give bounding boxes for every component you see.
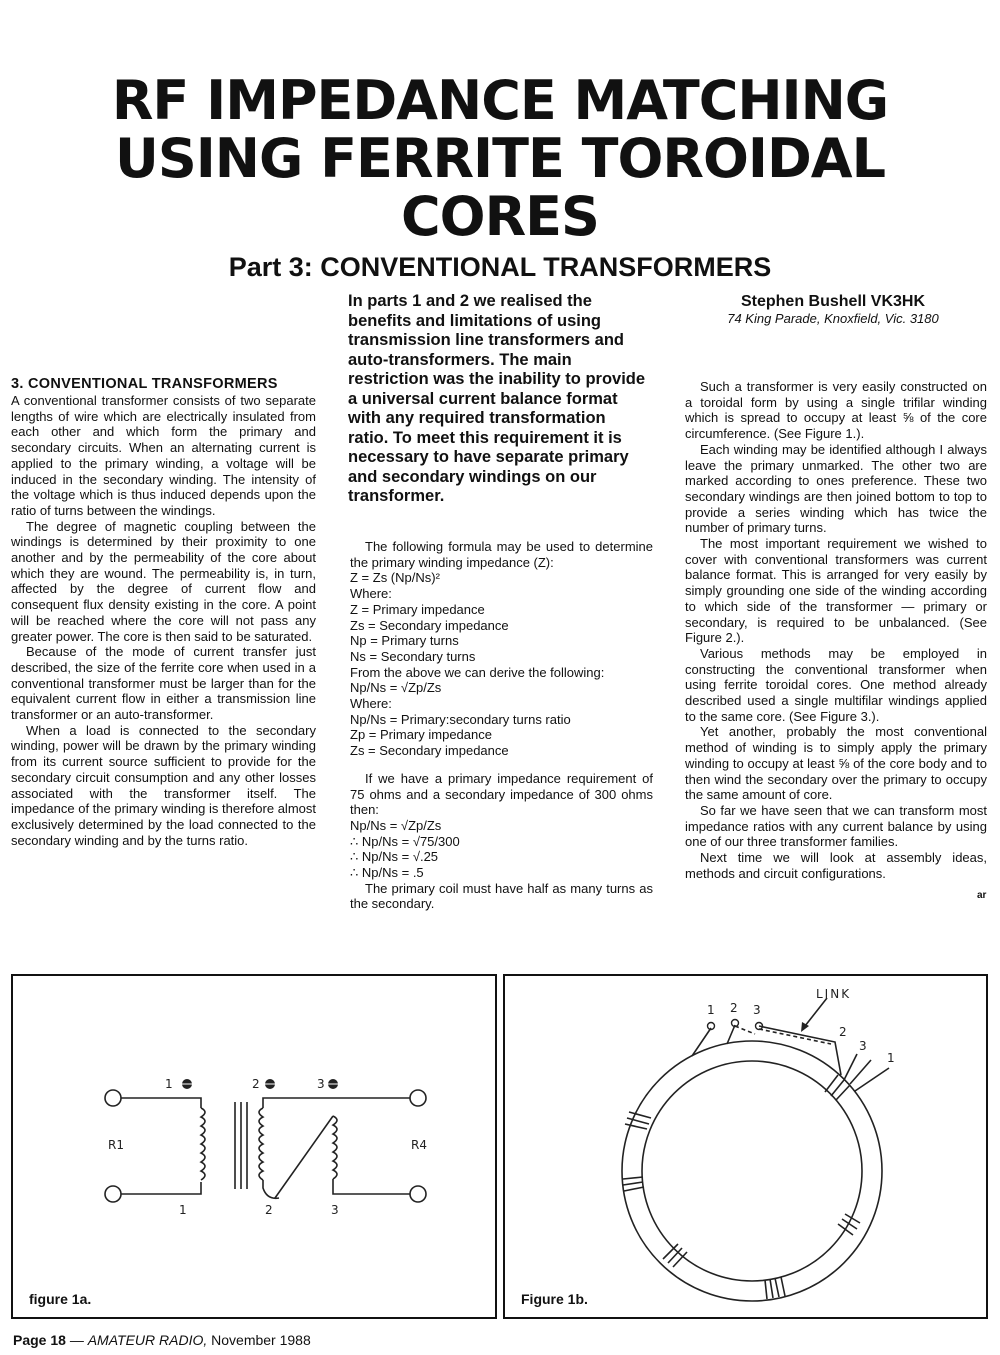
figure-1b bbox=[503, 974, 988, 1319]
issue-date: November 1988 bbox=[207, 1332, 311, 1348]
author-name: Stephen Bushell VK3HK bbox=[740, 293, 926, 310]
label-top-1: 1 bbox=[165, 1077, 173, 1091]
formula-line: Np = Primary turns bbox=[350, 633, 459, 649]
magazine-name: AMATEUR RADIO, bbox=[87, 1332, 208, 1348]
title-line-2: USING FERRITE TOROIDAL bbox=[114, 127, 886, 190]
label-r4: R4 bbox=[411, 1138, 427, 1152]
formula-line: Np/Ns = Primary:secondary turns ratio bbox=[350, 711, 571, 727]
formula-line: From the above we can derive the following: bbox=[350, 664, 605, 680]
col3-paragraph-7: Next time we will look at assembly ideas, methods and circuit configurations. bbox=[685, 850, 987, 881]
label-bottom-3: 3 bbox=[331, 1203, 339, 1217]
label-lead-2: 2 bbox=[730, 1001, 738, 1015]
col1-paragraph-1: A conventional transformer consists of two separate lengths of wire which are electrically insulated from each other and which form the primary and secondary circuits. When an alternating current is applied to the primary winding, a voltage will be induced in the secondary winding. The intensity of the voltage which is thus induced depends upon the ratio of turns between the windings. bbox=[11, 393, 316, 518]
col2-paragraph-1: The following formula may be used to determine the primary winding impedance (Z): bbox=[350, 539, 653, 570]
label-r1: R1 bbox=[108, 1138, 124, 1152]
figure-1a bbox=[11, 974, 497, 1319]
column-1 bbox=[11, 376, 316, 848]
formula-line: Where: bbox=[350, 586, 392, 602]
column-2 bbox=[350, 539, 653, 912]
col1-paragraph-3: Because of the mode of current transfer just described, the size of the ferrite core when used in a conventional transformer must be larger than for the equivalent current flow in either a transmission line transformer or an auto-transformer. bbox=[11, 644, 316, 723]
page-number: Page 18 bbox=[13, 1332, 66, 1348]
formula-line: Zs = Secondary impedance bbox=[350, 617, 509, 633]
label-winding-2: 2 bbox=[839, 1025, 847, 1039]
intro-paragraph: In parts 1 and 2 we realised the benefits and limitations of using transmission line transformers and auto-transformers. The main restriction was the inability to provide a universal current balance format with any required transformation ratio. To meet this requirement it is necessary to have separate primary and secondary windings on our transformer. bbox=[348, 292, 646, 505]
title-line-3: CORES bbox=[401, 185, 599, 248]
footer-dash: — bbox=[65, 1332, 88, 1348]
figure-1b-diagram bbox=[505, 976, 986, 1317]
col2-paragraph-3: The primary coil must have half as many turns as the secondary. bbox=[350, 880, 653, 912]
formula-line: Z = Zs (Np/Ns)² bbox=[350, 570, 440, 586]
col1-paragraph-4: When a load is connected to the secondary winding, power will be drawn by the primary winding from its current source sufficient to provide for the secondary circuit consumption and any other losses associated with the transformer itself. The impedance of the primary winding is therefore almost exclusively determined by the load connected to the secondary winding and by the turns ratio. bbox=[11, 722, 316, 848]
col3-paragraph-4: Various methods may be employed in constructing the conventional transformer when using ferrite toroidal cores. One method already described used a single multifilar windings applied to the same core. (See Figure 3.). bbox=[685, 645, 987, 724]
label-bottom-1: 1 bbox=[179, 1203, 187, 1217]
label-lead-1: 1 bbox=[707, 1003, 715, 1017]
formula-line: Zs = Secondary impedance bbox=[350, 743, 509, 759]
formula-line: Z = Primary impedance bbox=[350, 601, 485, 617]
label-winding-3: 3 bbox=[859, 1039, 867, 1053]
page-footer bbox=[13, 1332, 311, 1348]
col1-paragraph-2: The degree of magnetic coupling between the windings is determined by their proximity to one another and by the permeability of the core about which they are wound. The permeability is, in turn, affected by the degree of current flow and consequent flux density existing in the core. A point will be reached where the core will not pass any greater power. The core is then said to be saturated. bbox=[11, 518, 316, 644]
col3-paragraph-2: Each winding may be identified although I always leave the primary unmarked. The other two are marked according to ones preference. These two secondary windings are then joined bottom to top to provide a series winding which has twice the number of primary turns. bbox=[685, 441, 987, 536]
figure-1b-caption: Figure 1b. bbox=[521, 1291, 588, 1307]
label-top-2: 2 bbox=[252, 1077, 260, 1091]
figure-1a-diagram bbox=[13, 976, 495, 1317]
formula-line: ∴ Np/Ns = .5 bbox=[350, 865, 424, 881]
label-top-3: 3 bbox=[317, 1077, 325, 1091]
formula-line: ∴ Np/Ns = √.25 bbox=[350, 849, 439, 865]
col3-paragraph-6: So far we have seen that we can transform most impedance ratios with any current balance by using one of our three transformer families. bbox=[685, 802, 987, 850]
formula-line: Ns = Secondary turns bbox=[350, 648, 476, 664]
formula-line: Zp = Primary impedance bbox=[350, 727, 492, 743]
col3-paragraph-3: The most important requirement we wished to cover with conventional transformers was current balance format. This is arranged for very easily by simply grounding one side of the winding according to which side of the transformer — primary or secondary, is required to be unbalanced. (See Figure 2.). bbox=[685, 536, 987, 646]
article-subtitle: Part 3: CONVENTIONAL TRANSFORMERS bbox=[228, 252, 772, 282]
section-heading: 3. CONVENTIONAL TRANSFORMERS bbox=[11, 376, 278, 392]
column-3 bbox=[685, 379, 987, 882]
col3-paragraph-5: Yet another, probably the most conventional method of winding is to simply apply the primary winding to occupy at least ⅝ of the core body and to then wind the secondary over the primary to occupy the same amount of core. bbox=[685, 724, 987, 803]
col3-paragraph-1: Such a transformer is very easily constructed on a toroidal form by using a single trifilar winding which is spread to occupy at least ⅝ of the core circumference. (See Figure 1.). bbox=[685, 379, 987, 442]
formula-line: Np/Ns = √Zp/Zs bbox=[350, 817, 442, 833]
label-link: LINK bbox=[816, 987, 852, 1001]
author-address: 74 King Parade, Knoxfield, Vic. 3180 bbox=[727, 311, 939, 326]
label-winding-1: 1 bbox=[887, 1051, 895, 1065]
label-lead-3: 3 bbox=[753, 1003, 761, 1017]
label-bottom-2: 2 bbox=[265, 1203, 273, 1217]
author-block bbox=[683, 292, 983, 327]
formula-line: ∴ Np/Ns = √75/300 bbox=[350, 833, 460, 849]
title-line-1: RF IMPEDANCE MATCHING bbox=[111, 69, 889, 132]
formula-line: Np/Ns = √Zp/Zs bbox=[350, 680, 442, 696]
col2-paragraph-2: If we have a primary impedance requirement of 75 ohms and a secondary impedance of 300 ohms then: bbox=[350, 770, 653, 818]
article-title bbox=[0, 69, 1000, 248]
end-mark: ar bbox=[977, 890, 987, 901]
figure-1a-caption: figure 1a. bbox=[29, 1291, 92, 1307]
formula-line: Where: bbox=[350, 696, 392, 712]
